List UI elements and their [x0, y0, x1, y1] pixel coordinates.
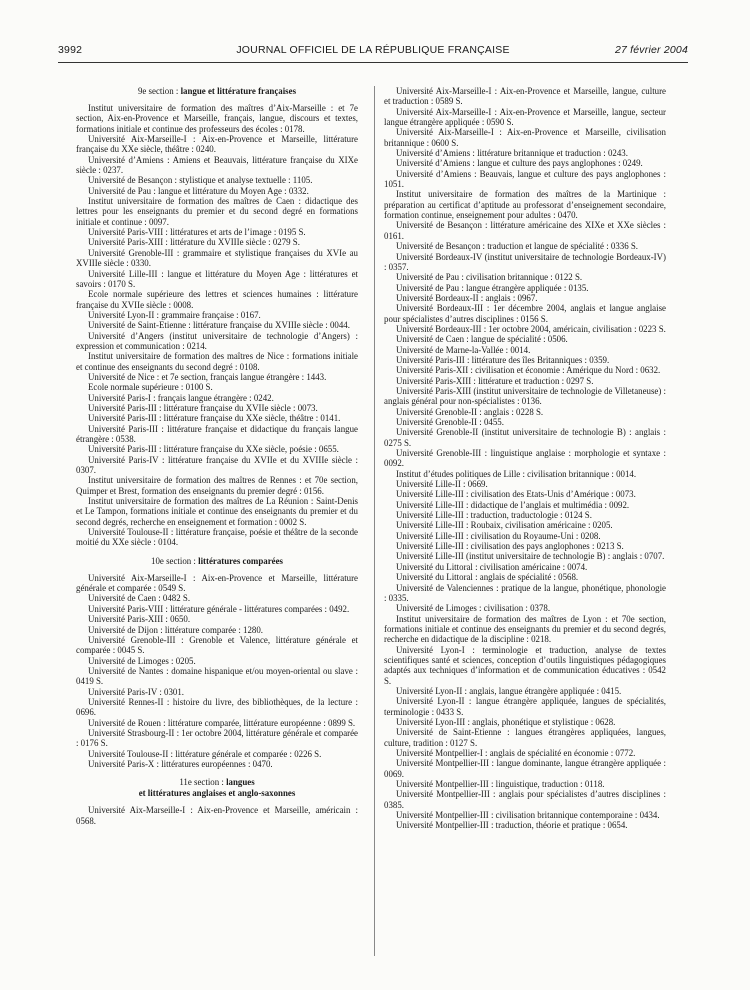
listing-entry: Université Paris-XIII : 0650. — [88, 614, 191, 625]
listing-entry: Université Aix-Marseille-I : Aix-en-Provence et Marseille, civilisation britannique : 0600 S. — [384, 127, 666, 148]
listing-entry: Université Aix-Marseille-I : Aix-en-Provence et Marseille, langue, secteur langue étrangère appliquée : 0590 S. — [384, 106, 666, 128]
section-9-title: langue et littérature françaises — [180, 86, 297, 96]
listing-entry: Université Grenoble-II : anglais : 0228 S. — [396, 406, 544, 417]
listing-entry: Université Aix-Marseille-I : Aix-en-Provence et Marseille, langue, culture et traduction : 0589 S. — [384, 86, 666, 107]
listing-entry: Université d’Amiens : littérature britannique et traduction : 0243. — [396, 148, 628, 159]
listing-entry: Université Lille-III : didactique de l’anglais et multimédia : 0092. — [396, 499, 630, 510]
section-10-prefix: 10e section : — [151, 555, 199, 566]
listing-entry: Université Lyon-II : langue étrangère appliquée, langues de spécialités, terminologie : 0433 S. — [384, 696, 666, 717]
section-11-heading — [76, 777, 358, 799]
listing-entry: Université Paris-XIII (institut universitaire de technologie de Villetaneuse) : anglais général pour non-spécialistes : 0136. — [384, 385, 666, 407]
listing-entry: Université d’Amiens : Beauvais, langue et culture des pays anglophones : 1051. — [384, 168, 666, 190]
listing-entry: Ecole normale supérieure : 0100 S. — [88, 382, 213, 393]
listing-entry: Institut d’études politiques de Lille : civilisation britannique : 0014. — [396, 468, 637, 479]
listing-entry: Université Grenoble-III : grammaire et stylistique françaises du XVIe au XVIIIe siècle : 0330. — [76, 247, 358, 269]
listing-entry: Université Lille-II : 0669. — [396, 479, 488, 490]
listing-entry: Université de Pau : langue étrangère appliquée : 0135. — [396, 282, 589, 293]
listing-entry: Université Montpellier-III : anglais pour spécialistes d’autres disciplines : 0385. — [384, 789, 666, 810]
listing-entry: Université Grenoble-III : Grenoble et Valence, littérature générale et comparée : 0045 S. — [76, 634, 358, 656]
listing-entry: Université Paris-XII : civilisation et économie : Amérique du Nord : 0632. — [396, 365, 661, 376]
listing-entry: Université Montpellier-III : linguistique, traduction : 0118. — [396, 779, 605, 790]
column-divider — [374, 86, 375, 956]
listing-entry: Université du Littoral : anglais de spécialité : 0568. — [396, 572, 579, 583]
listing-entry: Université de Valenciennes : pratique de la langue, phonétique, phonologie : 0335. — [384, 582, 666, 603]
listing-entry: Université Lille-III (institut universitaire de technologie B) : anglais : 0707. — [396, 551, 665, 562]
listing-entry: Université Rennes-II : histoire du livre, des bibliothèques, de la lecture : 0696. — [76, 696, 358, 718]
listing-entry: Université Paris-III : littérature française du XXe siècle, poésie : 0655. — [88, 444, 339, 455]
listing-entry: Université Paris-X : littératures européennes : 0470. — [88, 758, 273, 769]
listing-entry: Institut universitaire de formation des maîtres de Caen : didactique des lettres pour les enseignants du premier et du second degré en formations initiale et continue : 0097. — [76, 196, 358, 227]
listing-entry: Université du Littoral : civilisation américaine : 0074. — [396, 561, 588, 572]
journal-title: JOURNAL OFFICIEL DE LA RÉPUBLIQUE FRANÇAISE — [236, 44, 510, 56]
listing-entry: Université Montpellier-III : civilisation britannique contemporaine : 0434. — [396, 810, 660, 821]
listing-entry: Université Aix-Marseille-I : Aix-en-Provence et Marseille, littérature générale et comparée : 0549 S. — [76, 572, 358, 594]
listing-entry: Université Toulouse-II : littérature générale et comparée : 0226 S. — [88, 748, 322, 759]
listing-entry: Université Bordeaux-II : anglais : 0967. — [396, 292, 538, 303]
section-11-entries-right — [384, 86, 666, 831]
listing-entry: Université de Saint-Etienne : langues étrangères appliquées, langues, culture, tradition : 0127 S. — [384, 727, 666, 748]
listing-entry: Université Lille-III : langue et littérature du Moyen Age : littératures et savoirs : 0170 S. — [76, 268, 358, 289]
listing-entry: Institut universitaire de formation des maîtres de Lyon : et 70e section, formations initiale et continue des enseignants du premier et du second degrés, recherche en didactique de la discipline : 0218. — [384, 613, 666, 645]
listing-entry: Université Paris-XIII : littérature du XVIIIe siècle : 0279 S. — [88, 237, 300, 248]
listing-entry: Université Bordeaux-III : 1er décembre 2004, anglais et langue anglaise pour spécialistes d’autres disciplines : 0156 S. — [384, 303, 666, 324]
listing-entry: Université Paris-VIII : littératures et arts de l’image : 0195 S. — [88, 227, 306, 238]
listing-entry: Institut universitaire de formation des maîtres de Rennes : et 70e section, Quimper et Brest, formation des enseignants du premier degré : 0156. — [76, 475, 358, 496]
listing-entry: Université Lyon-III : anglais, phonétique et stylistique : 0628. — [396, 716, 616, 727]
listing-entry: Université Lyon-II : anglais, langue étrangère appliquée : 0415. — [396, 685, 622, 696]
header-rule — [58, 62, 688, 63]
listing-entry: Université de Besançon : traduction et langue de spécialité : 0336 S. — [396, 241, 639, 252]
listing-entry: Université de Pau : langue et littérature du Moyen Age : 0332. — [88, 185, 309, 196]
listing-entry: Université Montpellier-III : langue dominante, langue étrangère appliquée : 0069. — [384, 758, 666, 779]
listing-entry: Université Paris-XIII : littérature et traduction : 0297 S. — [396, 375, 594, 386]
listing-entry: Université Paris-III : littérature des îles Britanniques : 0359. — [396, 354, 610, 365]
listing-entry: Université Montpellier-III : traduction, théorie et pratique : 0654. — [396, 820, 628, 831]
section-11-prefix: 11e section : — [179, 777, 227, 788]
listing-entry: Université de Marne-la-Vallée : 0014. — [396, 344, 531, 355]
listing-entry: Université de Besançon : stylistique et analyse textuelle : 1105. — [88, 175, 313, 186]
listing-entry: Université de Besançon : littérature américaine des XIXe et XXe siècles : 0161. — [384, 220, 666, 241]
right-column — [384, 86, 666, 831]
listing-entry: Université Paris-III : littérature française et didactique du français langue étrangère : 0538. — [76, 423, 358, 444]
listing-entry: Université Paris-IV : littérature française du XVIIe et du XVIIIe siècle : 0307. — [76, 454, 358, 476]
listing-entry: Université Grenoble-III : linguistique anglaise : morphologie et syntaxe : 0092. — [384, 448, 666, 469]
listing-entry: Université Montpellier-I : anglais de spécialité en économie : 0772. — [396, 748, 636, 758]
listing-entry: Université de Dijon : littérature comparée : 1280. — [88, 624, 263, 635]
listing-entry: Université d’Angers (institut universitaire de technologie d’Angers) : expression et communication : 0214. — [76, 330, 358, 351]
listing-entry: Université de Limoges : 0205. — [88, 655, 196, 666]
listing-entry: Université Paris-VIII : littérature générale - littératures comparées : 0492. — [88, 603, 350, 614]
listing-entry: Université Paris-IV : 0301. — [88, 686, 184, 697]
section-9-entries — [76, 103, 358, 548]
listing-entry: Université Lille-III : Roubaix, civilisation américaine : 0205. — [396, 520, 613, 531]
listing-entry: Université Strasbourg-II : 1er octobre 2004, littérature générale et comparée : 0176 S. — [76, 727, 358, 749]
listing-entry: Université Lyon-II : grammaire française : 0167. — [88, 309, 261, 320]
section-10-heading — [76, 556, 358, 567]
section-11-entries-left — [76, 805, 358, 826]
listing-entry: Université Grenoble-II (institut universitaire de technologie B) : anglais : 0275 S. — [384, 427, 666, 448]
listing-entry: Université de Nantes : domaine hispanique et/ou moyen-oriental ou slave : 0419 S. — [76, 665, 358, 687]
listing-entry: Université Paris-III : littérature française du XVIIe siècle : 0073. — [88, 402, 318, 413]
page-header — [58, 44, 688, 58]
listing-entry: Université Toulouse-II : littérature française, poésie et théâtre de la seconde moitié du XXe siècle : 0104. — [76, 527, 358, 548]
listing-entry: Université d’Amiens : langue et culture des pays anglophones : 0249. — [396, 158, 643, 169]
listing-entry: Institut universitaire de formation des maîtres de la Martinique : préparation au certificat d’aptitude au professorat d’enseignement secondaire, formation continue, enseignement pour adultes : 0470. — [384, 189, 666, 221]
listing-entry: Université Paris-III : littérature française du XXe siècle, théâtre : 0141. — [88, 413, 341, 424]
listing-entry: Université d’Amiens : Amiens et Beauvais, littérature française du XIXe siècle : 0237. — [76, 154, 358, 176]
section-9-heading — [76, 86, 358, 97]
listing-entry: Université Aix-Marseille-I : Aix-en-Provence et Marseille, littérature française du XXe siècle, théâtre : 0240. — [76, 134, 358, 155]
listing-entry: Université Lille-III : civilisation des Etats-Unis d’Amérique : 0073. — [396, 489, 636, 500]
listing-entry: Université Lille-III : civilisation des pays anglophones : 0213 S. — [396, 541, 624, 552]
listing-entry: Institut universitaire de formation des maîtres d’Aix-Marseille : et 7e section, Aix-en-Provence et Marseille, français, langue, discours et textes, formations initiale et continue des professeurs des écoles : 0178. — [76, 103, 358, 134]
listing-entry: Université Grenoble-II : 0455. — [396, 417, 504, 427]
listing-entry: Université de Rouen : littérature comparée, littérature européenne : 0899 S. — [88, 717, 356, 728]
listing-entry: Université de Caen : langue de spécialité : 0506. — [396, 334, 568, 345]
left-column — [76, 86, 358, 826]
section-11-title-line1: langues — [226, 777, 255, 788]
listing-entry: Université Lyon-I : terminologie et traduction, analyse de textes scientifiques santé et sciences, conception d’outils linguistiques pédagogiques adaptés aux techniques d’information et de communication éducatives : 0542 S. — [384, 644, 666, 686]
listing-entry: Université de Caen : 0482 S. — [88, 593, 191, 604]
section-10-entries — [76, 573, 358, 770]
listing-entry: Institut universitaire de formation des maîtres de Nice : formations initiale et continue des enseignants du second degré : 0108. — [76, 351, 358, 372]
section-10-title: littératures comparées — [198, 555, 283, 566]
listing-entry: Université Aix-Marseille-I : Aix-en-Provence et Marseille, américain : 0568. — [76, 805, 358, 826]
page-number: 3992 — [58, 44, 83, 56]
listing-entry: Université de Saint-Etienne : littérature française du XVIIIe siècle : 0044. — [88, 320, 350, 331]
listing-entry: Université de Pau : civilisation britannique : 0122 S. — [396, 272, 583, 283]
listing-entry: Institut universitaire de formation des maîtres de La Réunion : Saint-Denis et Le Tampon, formations initiale et continue des enseignants du premier et du second degrés, recherche en enseignement et formation : 0002 S. — [76, 496, 358, 527]
listing-entry: Université Bordeaux-III : 1er octobre 2004, américain, civilisation : 0223 S. — [396, 323, 666, 334]
publication-date: 27 février 2004 — [614, 44, 688, 56]
section-11-title-line2: et littératures anglaises et anglo-saxonnes — [138, 788, 296, 799]
listing-entry: Université de Nice : et 7e section, français langue étrangère : 1443. — [88, 371, 327, 382]
listing-entry: Université de Limoges : civilisation : 0378. — [396, 603, 551, 614]
listing-entry: Université Lille-III : civilisation du Royaume-Uni : 0208. — [396, 530, 601, 541]
listing-entry: Ecole normale supérieure des lettres et sciences humaines : littérature française du XVIIe siècle : 0008. — [76, 289, 358, 310]
listing-entry: Université Lille-III : traduction, traductologie : 0124 S. — [396, 510, 592, 521]
listing-entry: Université Bordeaux-IV (institut universitaire de technologie Bordeaux-IV) : 0357. — [384, 251, 666, 272]
listing-entry: Université Paris-I : français langue étrangère : 0242. — [88, 392, 274, 403]
section-9-prefix: 9e section : — [137, 86, 181, 96]
